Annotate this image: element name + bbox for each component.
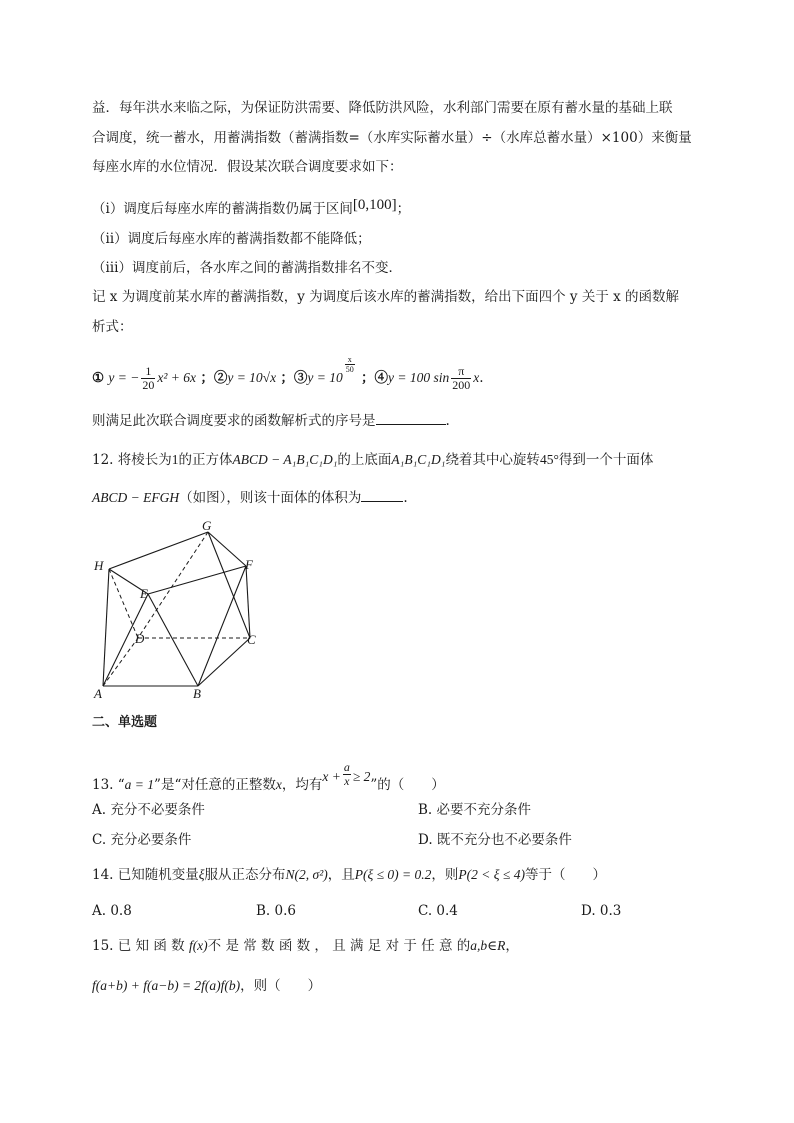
vertex-label-G: G bbox=[202, 518, 212, 533]
q12-solid: ABCD − EFGH bbox=[92, 490, 180, 505]
formula-3-label: ；③ bbox=[280, 370, 308, 386]
q14-text-d: ，则 bbox=[431, 867, 459, 883]
q13-text-d: ”的（ ） bbox=[370, 777, 445, 793]
q14-text-a: 14. 已知随机变量 bbox=[92, 867, 199, 883]
formula-4-end: . bbox=[479, 370, 484, 386]
q14-option-c[interactable]: C. 0.4 bbox=[418, 903, 458, 919]
q12-edge-length: 1 bbox=[171, 452, 179, 467]
q11-answer-blank[interactable] bbox=[376, 410, 446, 425]
q15-stem-line-2 bbox=[92, 976, 702, 996]
q15-text-d: ，则（ ） bbox=[240, 978, 322, 994]
vertex-label-A: A bbox=[94, 686, 102, 701]
q13-ineq-numerator: a bbox=[343, 760, 350, 774]
q11-paragraph-line-4: 记 x 为调度前某水库的蓄满指数，y 为调度后该水库的蓄满指数，给出下面四个 y 关于 x 的函数解 bbox=[92, 289, 680, 305]
q12-text-g: . bbox=[403, 490, 408, 506]
q12-text-d: 绕着其中心旋转 bbox=[445, 452, 540, 468]
q12-cube: ABCD − A₁B₁C₁D₁ bbox=[232, 452, 338, 467]
formula-4-fraction bbox=[451, 365, 471, 392]
q11-paragraph-line-3: 每座水库的水位情况．假设某次联合调度要求如下： bbox=[92, 159, 403, 175]
q15-stem-line-1 bbox=[92, 936, 702, 956]
formula-1-label: ① bbox=[92, 370, 105, 386]
q13-condition: a = 1 bbox=[124, 777, 155, 792]
q11-question bbox=[92, 410, 702, 431]
q14-text-c: ，且 bbox=[327, 867, 355, 883]
vertex-label-C: C bbox=[247, 632, 256, 647]
formula-3-exp-numerator: x bbox=[345, 355, 355, 365]
q12-text-c: 的上底面 bbox=[337, 452, 392, 468]
q13-ineq-fraction bbox=[343, 761, 351, 788]
q11-formulas bbox=[92, 355, 702, 395]
q11-paragraph-line-1: 益．每年洪水来临之际，为保证防洪需要、降低防洪风险，水利部门需要在原有蓄水量的基础上联 bbox=[92, 100, 673, 116]
q14-distribution: N(2, σ²) bbox=[285, 867, 328, 882]
q12-face: A₁B₁C₁D₁ bbox=[391, 452, 446, 467]
formula-1-fraction bbox=[141, 365, 155, 392]
formula-4-rest: x bbox=[473, 370, 480, 385]
q11-question-end: . bbox=[445, 413, 450, 429]
q12-text-f: （如图），则该十面体的体积为 bbox=[179, 490, 362, 506]
q12-text-e: 得到一个十面体 bbox=[558, 452, 654, 468]
vertex-label-B: B bbox=[193, 686, 201, 701]
q11-paragraph-line-5: 析式： bbox=[92, 319, 133, 335]
q11-condition-1-text: （ⅰ）调度后每座水库的蓄满指数仍属于区间 bbox=[92, 201, 353, 217]
q13-text-a: 13. “ bbox=[92, 777, 125, 793]
formula-3-exp-denominator: 50 bbox=[345, 365, 354, 374]
q13-text-b: ”是“对任意的正整数 bbox=[154, 777, 276, 793]
q11-interval: [0,100] bbox=[352, 197, 397, 213]
q14-text-b: 服从正态分布 bbox=[204, 867, 286, 883]
q14-prob-asked: P(2 < ξ ≤ 4) bbox=[458, 867, 525, 882]
q12-stem-line-2 bbox=[92, 487, 702, 508]
q14-stem bbox=[92, 865, 702, 885]
q14-option-d[interactable]: D. 0.3 bbox=[581, 903, 622, 919]
q11-question-text: 则满足此次联合调度要求的函数解析式的序号是 bbox=[92, 413, 376, 429]
q14-text-e: 等于（ ） bbox=[524, 867, 606, 883]
q11-condition-3: （ⅲ）调度前后，各水库之间的蓄满指数排名不变． bbox=[92, 260, 402, 276]
q15-domain: a,b∈R bbox=[470, 938, 506, 953]
formula-2-label: ；② bbox=[200, 370, 228, 386]
q12-angle: 45° bbox=[539, 452, 559, 467]
formula-1-numerator: 1 bbox=[141, 365, 155, 379]
formula-1-denominator: 20 bbox=[142, 378, 155, 392]
q15-fx: f(x) bbox=[188, 938, 208, 953]
q15-equation: f(a+b) + f(a−b) = 2f(a)f(b) bbox=[92, 978, 241, 993]
q13-text-c: ，均有 bbox=[281, 777, 323, 793]
q12-stem-line-1 bbox=[92, 450, 702, 470]
vertex-label-D: D bbox=[135, 631, 145, 646]
formula-4-lhs: y = 100 sin bbox=[388, 370, 450, 385]
q12-text-b: 的正方体 bbox=[178, 452, 233, 468]
q13-x: x bbox=[275, 777, 282, 792]
q11-condition-2: （ⅱ）调度后每座水库的蓄满指数都不能降低； bbox=[92, 231, 371, 247]
q12-answer-blank[interactable] bbox=[361, 487, 403, 502]
formula-4-label: ；④ bbox=[361, 370, 389, 386]
vertex-label-F: F bbox=[245, 557, 253, 572]
formula-3-exponent bbox=[345, 355, 355, 374]
q14-option-a[interactable]: A. 0.8 bbox=[92, 903, 132, 919]
q13-stem bbox=[92, 757, 702, 797]
q12-text-a: 12. 将棱长为 bbox=[92, 452, 172, 468]
q15-text-a: 15. 已 知 函 数 bbox=[92, 938, 185, 954]
q13-option-c[interactable]: C. 充分必要条件 bbox=[92, 832, 192, 848]
vertex-label-E: E bbox=[140, 586, 148, 601]
q14-prob-given: P(ξ ≤ 0) = 0.2 bbox=[354, 867, 432, 882]
formula-3-base: y = 10 bbox=[307, 370, 343, 385]
q14-option-b[interactable]: B. 0.6 bbox=[256, 903, 296, 919]
formula-4-denominator: 200 bbox=[452, 378, 471, 392]
q15-text-b: 不 是 常 数 函 数 ， 且 满 足 对 于 任 意 的 bbox=[207, 938, 471, 954]
q11-paragraph-line-2: 合调度，统一蓄水，用蓄满指数（蓄满指数=（水库实际蓄水量）÷（水库总蓄水量）×100）来衡量 bbox=[92, 130, 692, 146]
formula-2: y = 10√x bbox=[227, 370, 277, 385]
decahedron-figure bbox=[88, 516, 278, 706]
q13-option-a[interactable]: A. 充分不必要条件 bbox=[92, 802, 205, 818]
q11-condition-1 bbox=[92, 195, 702, 219]
q15-text-c: ， bbox=[505, 938, 519, 954]
formula-1-lhs: y = − bbox=[108, 370, 140, 385]
q13-ineq-rhs: ≥ 2 bbox=[352, 769, 371, 784]
formula-4-numerator: π bbox=[451, 365, 471, 379]
section-heading-single-choice: 二、单选题 bbox=[92, 715, 158, 730]
q11-condition-1-end: ； bbox=[396, 201, 411, 217]
q13-option-b[interactable]: B. 必要不充分条件 bbox=[418, 802, 532, 818]
q14-xi: ξ bbox=[198, 867, 205, 882]
q13-ineq-lhs: x + bbox=[322, 769, 341, 784]
q13-ineq-denominator: x bbox=[344, 774, 350, 788]
vertex-label-H: H bbox=[94, 558, 104, 573]
formula-1-rest: x² + 6x bbox=[157, 370, 197, 385]
q13-option-d[interactable]: D. 既不充分也不必要条件 bbox=[418, 832, 572, 848]
